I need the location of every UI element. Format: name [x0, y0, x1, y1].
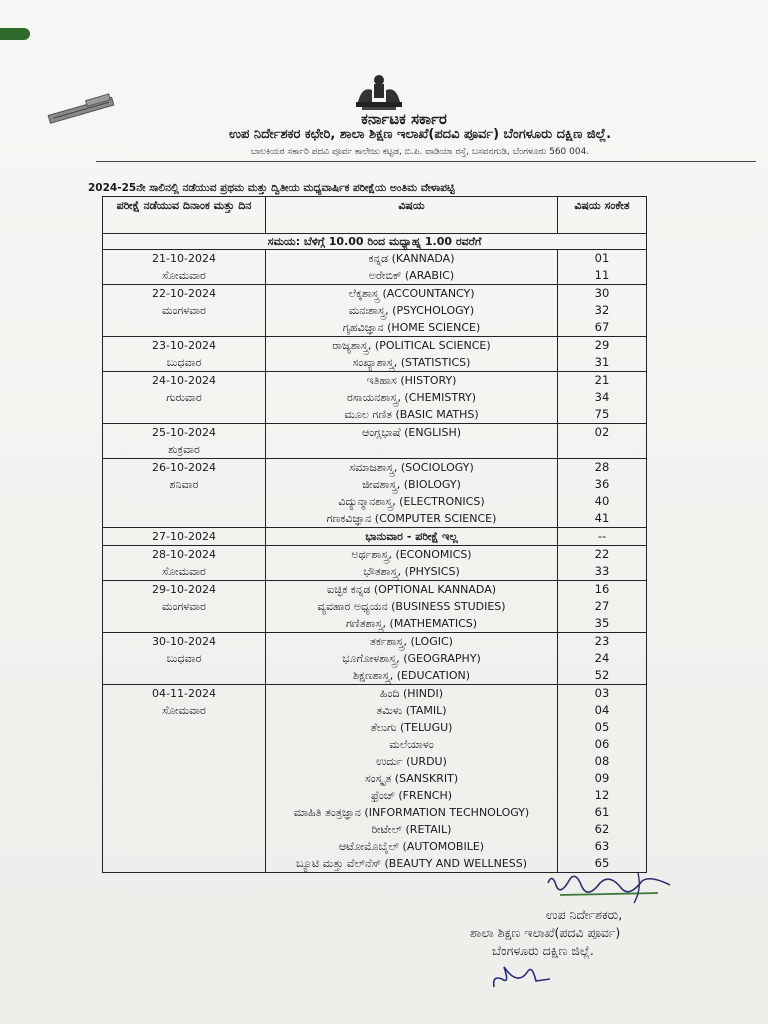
subject-name: ಹಿಂದಿ (HINDI): [379, 687, 444, 700]
subject-name: ಫ್ರೆಂಚ್ (FRENCH): [370, 789, 453, 802]
subject-code: 33: [594, 564, 610, 578]
exam-date: 25-10-2024: [152, 426, 216, 439]
subject-name: ಇತಿಹಾಸ (HISTORY): [366, 374, 457, 387]
subject-name: ವಿದ್ಯುನ್ಮಾನಶಾಸ್ತ್ರ, (ELECTRONICS): [338, 495, 485, 508]
subject-code: 09: [594, 771, 610, 785]
subject-code: 63: [594, 839, 610, 853]
subjects-cell: [266, 685, 558, 873]
exam-day: ಮಂಗಳವಾರ: [161, 304, 207, 317]
code-column-header: ವಿಷಯ ಸಂಕೇತ: [558, 197, 647, 234]
exam-date-cell: [103, 546, 266, 581]
subject-code: 08: [594, 754, 610, 768]
subject-code: 61: [594, 805, 610, 819]
subject-name: ಗಣಿತಶಾಸ್ತ್ರ, (MATHEMATICS): [345, 617, 478, 630]
table-row: [103, 581, 647, 633]
subject-name: ಸಂಖ್ಯಾಶಾಸ್ತ್ರ, (STATISTICS): [352, 356, 471, 369]
signature-scribble: [530, 869, 680, 909]
exam-date: 29-10-2024: [152, 583, 216, 596]
exam-date-cell: [103, 250, 266, 285]
subject-code: 62: [594, 822, 610, 836]
table-row: [103, 250, 647, 285]
subject-name: ಐಚ್ಛಿಕ ಕನ್ನಡ (OPTIONAL KANNADA): [326, 583, 497, 596]
holiday-note: ಭಾನುವಾರ - ಪರೀಕ್ಷೆ ಇಲ್ಲ: [365, 530, 458, 543]
date-column-header: ಪರೀಕ್ಷೆ ನಡೆಯುವ ದಿನಾಂಕ ಮತ್ತು ದಿನ: [103, 197, 266, 234]
exam-day: ಬುಧವಾರ: [166, 356, 202, 369]
subject-name: ಉರ್ದು (URDU): [376, 755, 447, 768]
subjects-cell: [266, 528, 558, 546]
codes-cell: [558, 424, 647, 459]
subject-code: 28: [594, 460, 610, 474]
exam-date-cell: [103, 285, 266, 337]
corner-tab-mark: [0, 28, 30, 40]
signatory-designation: ಉಪ ನಿರ್ದೇಶಕರು,: [546, 907, 623, 922]
signature-block: [470, 875, 710, 995]
exam-date: 22-10-2024: [152, 287, 216, 300]
subject-name: ಮಲೆಯಾಳಂ: [389, 738, 434, 751]
subject-code: 24: [594, 651, 610, 665]
subject-code: 67: [594, 320, 610, 334]
exam-date: 04-11-2024: [152, 687, 216, 700]
exam-day: ಸೋಮವಾರ: [162, 704, 206, 717]
subject-code: 30: [594, 286, 610, 300]
subject-code: 41: [594, 511, 610, 525]
exam-date-cell: [103, 633, 266, 685]
subject-name: ಅರೇಬಿಕ್ (ARABIC): [368, 269, 455, 282]
table-row: [103, 372, 647, 424]
subject-code: 31: [594, 355, 610, 369]
subject-name: ಗೃಹವಿಜ್ಞಾನ (HOME SCIENCE): [342, 321, 481, 334]
exam-date: 21-10-2024: [152, 252, 216, 265]
subject-name: ಕನ್ನಡ (KANNADA): [368, 252, 455, 265]
exam-date: 28-10-2024: [152, 548, 216, 561]
exam-date: 24-10-2024: [152, 374, 216, 387]
subject-code: 23: [594, 634, 610, 648]
subjects-cell: [266, 424, 558, 459]
codes-cell: [558, 337, 647, 372]
table-row: [103, 528, 647, 546]
exam-date-cell: [103, 372, 266, 424]
subject-code: 34: [594, 390, 610, 404]
table-row: [103, 546, 647, 581]
subject-code: 32: [594, 303, 610, 317]
subjects-cell: [266, 459, 558, 528]
exam-day: ಮಂಗಳವಾರ: [161, 600, 207, 613]
exam-day: ಬುಧವಾರ: [166, 652, 202, 665]
subject-name: ಸಂಸ್ಕೃತ (SANSKRIT): [364, 772, 459, 785]
office-address: ಬಾಲಕಿಯರ ಸರ್ಕಾರಿ ಪದವಿ ಪೂರ್ವ ಕಾಲೇಜು ಕಟ್ಟಡ, ಬಿ.ಪಿ. ವಾಡಿಯಾ ರಸ್ತೆ, ಬಸವನಗುಡಿ, ಬೆಂಗಳೂರು 560 004.: [250, 147, 590, 157]
exam-day: ಶನಿವಾರ: [169, 478, 199, 491]
exam-date-cell: [103, 685, 266, 873]
codes-cell: [558, 250, 647, 285]
header-divider: [96, 161, 756, 162]
subject-code: 01: [594, 251, 610, 265]
subject-name: ಅರ್ಥಶಾಸ್ತ್ರ, (ECONOMICS): [351, 548, 472, 561]
subject-code: 36: [594, 477, 610, 491]
subject-code: 16: [594, 582, 610, 596]
exam-date-cell: [103, 581, 266, 633]
subject-name: ಮನಃಶಾಸ್ತ್ರ, (PSYCHOLOGY): [348, 304, 475, 317]
subjects-cell: [266, 546, 558, 581]
subject-name: ಆಟೋಮೊಬೈಲ್ (AUTOMOBILE): [338, 840, 485, 853]
subject-code: 04: [594, 703, 610, 717]
exam-timetable: [102, 196, 647, 873]
subjects-cell: [266, 250, 558, 285]
subject-name: ಮಾಹಿತಿ ತಂತ್ರಜ್ಞಾನ (INFORMATION TECHNOLOGY): [293, 806, 530, 819]
subjects-cell: [266, 285, 558, 337]
subject-code: 21: [594, 373, 610, 387]
subject-name: ಸಮಾಜಶಾಸ್ತ್ರ, (SOCIOLOGY): [349, 461, 474, 474]
subject-code: 29: [594, 338, 610, 352]
codes-cell: [558, 459, 647, 528]
codes-cell: [558, 546, 647, 581]
subject-name: ಬ್ಯೂಟಿ ಮತ್ತು ವೆಲ್‌ನೆಸ್ (BEAUTY AND WELLNESS): [295, 857, 528, 870]
subjects-cell: [266, 372, 558, 424]
codes-cell: [558, 581, 647, 633]
subject-name: ತೆಲುಗು (TELUGU): [370, 721, 453, 734]
subject-code: --: [597, 529, 607, 543]
subjects-cell: [266, 337, 558, 372]
subject-name: ತಮಿಳು (TAMIL): [376, 704, 447, 717]
subject-column-header: ವಿಷಯ: [266, 197, 558, 234]
subjects-cell: [266, 633, 558, 685]
subject-code: 75: [594, 407, 610, 421]
table-row: [103, 424, 647, 459]
subject-code: 12: [594, 788, 610, 802]
subject-name: ವ್ಯವಹಾರ ಅಧ್ಯಯನ (BUSINESS STUDIES): [317, 600, 506, 613]
exam-date: 27-10-2024: [152, 530, 216, 543]
subject-name: ತರ್ಕಶಾಸ್ತ್ರ, (LOGIC): [370, 635, 453, 648]
subject-code: 02: [594, 425, 610, 439]
exam-date-cell: [103, 459, 266, 528]
codes-cell: [558, 633, 647, 685]
exam-day: ಶುಕ್ರವಾರ: [168, 443, 200, 456]
table-header-row: [103, 197, 647, 234]
subject-code: 52: [594, 668, 610, 682]
subject-code: 35: [594, 616, 610, 630]
table-row: [103, 685, 647, 873]
exam-day: ಗುರುವಾರ: [166, 391, 202, 404]
codes-cell: [558, 285, 647, 337]
exam-date: 26-10-2024: [152, 461, 216, 474]
subject-code: 05: [594, 720, 610, 734]
exam-day: ಸೋಮವಾರ: [162, 565, 206, 578]
exam-day: ಸೋಮವಾರ: [162, 269, 206, 282]
subject-code: 65: [594, 856, 610, 870]
subject-name: ಶಿಕ್ಷಣಶಾಸ್ತ್ರ, (EDUCATION): [352, 669, 471, 682]
subject-code: 03: [594, 686, 610, 700]
subject-code: 11: [594, 268, 610, 282]
subject-name: ಭೌತಶಾಸ್ತ್ರ, (PHYSICS): [363, 565, 460, 578]
exam-date: 30-10-2024: [152, 635, 216, 648]
signatory-district: ಬೆಂಗಳೂರು ದಕ್ಷಿಣ ಜಿಲ್ಲೆ.: [492, 943, 594, 958]
subject-name: ರಾಜ್ಯಶಾಸ್ತ್ರ, (POLITICAL SCIENCE): [332, 339, 491, 352]
subject-name: ಗಣಕವಿಜ್ಞಾನ (COMPUTER SCIENCE): [326, 512, 497, 525]
table-row: [103, 633, 647, 685]
subject-name: ಮೂಲ ಗಣಿತ (BASIC MATHS): [344, 408, 479, 421]
government-name: ಕರ್ನಾಟಕ ಸರ್ಕಾರ: [361, 110, 447, 128]
subject-code: 22: [594, 547, 610, 561]
exam-date-cell: [103, 424, 266, 459]
exam-date-cell: [103, 337, 266, 372]
codes-cell: [558, 685, 647, 873]
subject-code: 06: [594, 737, 610, 751]
subject-name: ಜೀವಶಾಸ್ತ್ರ, (BIOLOGY): [362, 478, 461, 491]
codes-cell: [558, 528, 647, 546]
subject-code: 27: [594, 599, 610, 613]
table-row: [103, 337, 647, 372]
exam-date: 23-10-2024: [152, 339, 216, 352]
exam-date-cell: [103, 528, 266, 546]
subjects-cell: [266, 581, 558, 633]
codes-cell: [558, 372, 647, 424]
subject-name: ಭೂಗೋಳಶಾಸ್ತ್ರ, (GEOGRAPHY): [342, 652, 481, 665]
timetable-title: 2024-25ನೇ ಸಾಲಿನಲ್ಲಿ ನಡೆಯುವ ಪ್ರಥಮ ಮತ್ತು ದ್ವಿತೀಯ ಮಧ್ಯವಾರ್ಷಿಕ ಪರೀಕ್ಷೆಯ ಅಂತಿಮ ವೇಳಾಪಟ್ಟಿ: [88, 182, 455, 194]
subject-name: ರಸಾಯನಶಾಸ್ತ್ರ, (CHEMISTRY): [346, 391, 477, 404]
table-row: [103, 285, 647, 337]
office-name: ಉಪ ನಿರ್ದೇಶಕರ ಕಛೇರಿ, ಶಾಲಾ ಶಿಕ್ಷಣ ಇಲಾಖೆ(ಪದವಿ ಪೂರ್ವ) ಬೆಂಗಳೂರು ದಕ್ಷಿಣ ಜಿಲ್ಲೆ.: [228, 127, 612, 142]
state-emblem-icon: [352, 72, 406, 112]
table-row: [103, 459, 647, 528]
subject-name: ರೀಟೇಲ್ (RETAIL): [371, 823, 452, 836]
session-row: [103, 234, 647, 250]
initials-scribble: [488, 957, 558, 993]
subject-name: ಆಂಗ್ಲಭಾಷೆ (ENGLISH): [361, 426, 462, 439]
signatory-department: ಶಾಲಾ ಶಿಕ್ಷಣ ಇಲಾಖೆ(ಪದವಿ ಪೂರ್ವ): [470, 925, 621, 940]
subject-name: ಲೆಕ್ಕಶಾಸ್ತ್ರ (ACCOUNTANCY): [348, 287, 475, 300]
subject-code: 40: [594, 494, 610, 508]
session-time: ಸಮಯ: ಬೆಳಿಗ್ಗೆ 10.00 ರಿಂದ ಮಧ್ಯಾಹ್ನ 1.00 ರವರೆಗೆ: [103, 234, 647, 250]
